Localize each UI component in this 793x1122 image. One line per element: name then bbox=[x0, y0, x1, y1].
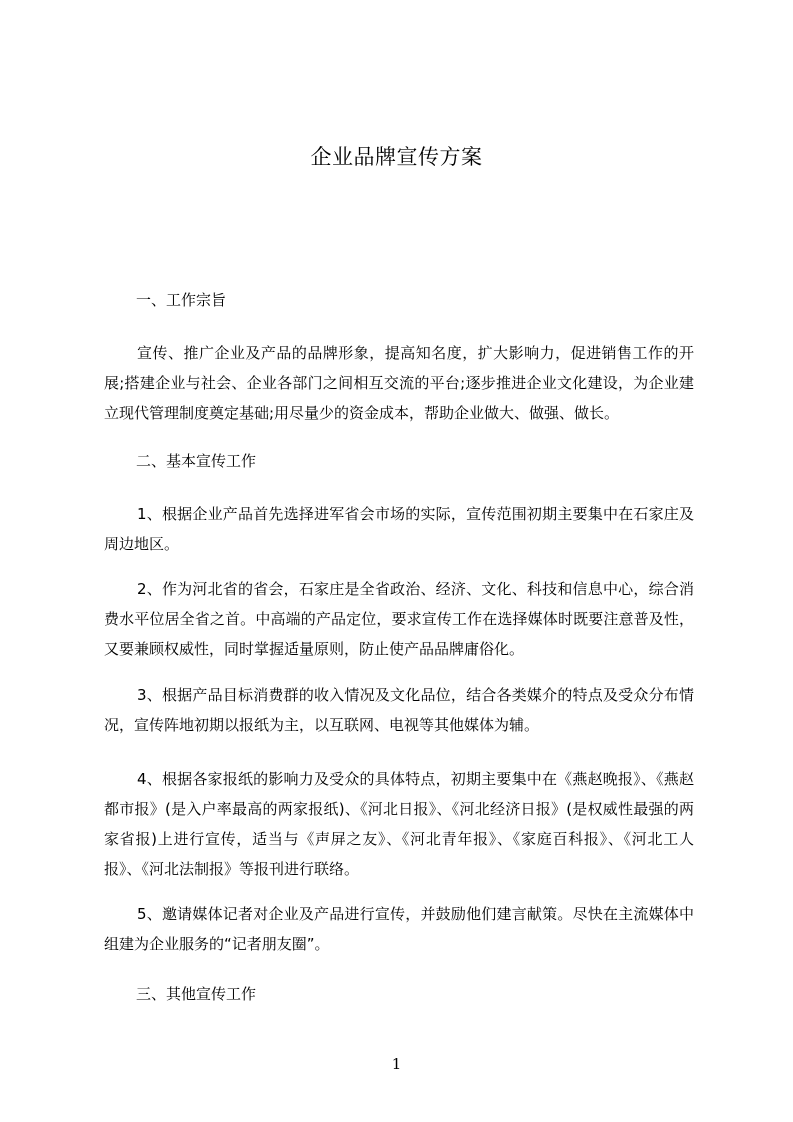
section-heading-purpose: 一、工作宗旨 bbox=[136, 291, 227, 309]
paragraph-purpose: 宣传、推广企业及产品的品牌形象，提高知名度，扩大影响力，促进销售工作的开展;搭建企业与社会、企业各部门之间相互交流的平台;逐步推进企业文化建设，为企业建立现代管理制度奠定基础;用尽量少的资金成本，帮助企业做大、做强、做长。 bbox=[104, 344, 694, 422]
paragraph-item-2: 2、作为河北省的省会，石家庄是全省政治、经济、文化、科技和信息中心，综合消费水平位居全省之首。中高端的产品定位，要求宣传工作在选择媒体时既要注意普及性，又要兼顾权威性，同时掌握适量原则，防止使产品品牌庸俗化。 bbox=[104, 580, 694, 658]
page-number: 1 bbox=[391, 1055, 402, 1073]
paragraph-item-4: 4、根据各家报纸的影响力及受众的具体特点，初期主要集中在《燕赵晚报》、《燕赵都市报》(是入户率最高的两家报纸)、《河北日报》、《河北经济日报》(是权威性最强的两家省报)上进行宣传，适当与《声屏之友》、《河北青年报》、《家庭百科报》、《河北工人报》、《河北法制报》等报刊进行联络。 bbox=[104, 770, 694, 878]
section-heading-basic-work: 二、基本宣传工作 bbox=[136, 452, 257, 470]
section-heading-other-work: 三、其他宣传工作 bbox=[136, 985, 257, 1003]
paragraph-item-5: 5、邀请媒体记者对企业及产品进行宣传，并鼓励他们建言献策。尽快在主流媒体中组建为企业服务的“记者朋友圈”。 bbox=[104, 905, 694, 953]
paragraph-item-1: 1、根据企业产品首先选择进军省会市场的实际，宣传范围初期主要集中在石家庄及周边地区。 bbox=[104, 505, 694, 553]
document-title: 企业品牌宣传方案 bbox=[310, 145, 483, 169]
paragraph-item-3: 3、根据产品目标消费群的收入情况及文化品位，结合各类媒介的特点及受众分布情况，宣传阵地初期以报纸为主，以互联网、电视等其他媒体为辅。 bbox=[104, 686, 694, 734]
